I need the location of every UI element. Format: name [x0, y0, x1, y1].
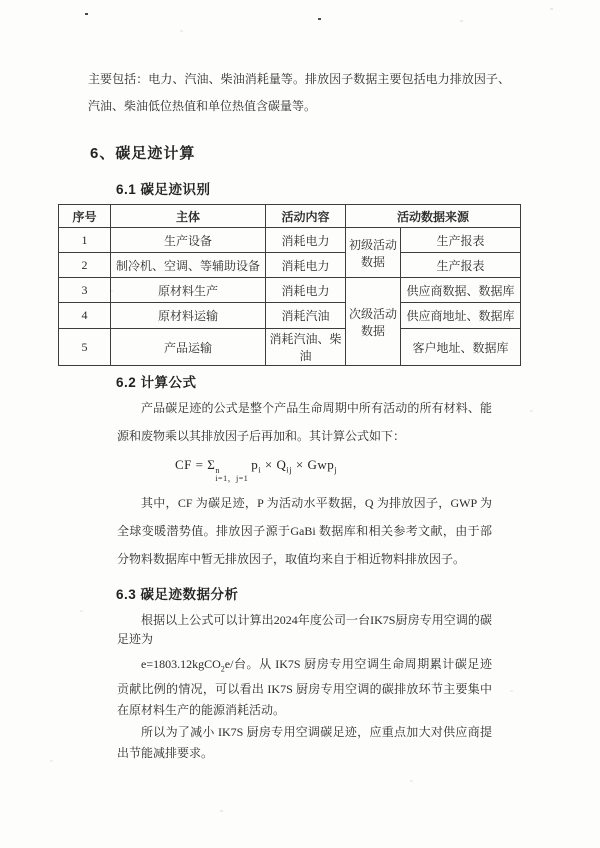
cell-no: 2 [59, 253, 111, 278]
table-header-row [59, 205, 521, 228]
intro-paragraph: 主要包括：电力、汽油、柴油消耗量等。排放因子数据主要包括电力排放因子、汽油、柴油低位热值和单位热值含碳量等。 [88, 72, 510, 113]
sigma-limits [215, 467, 248, 483]
header-subject: 主体 [111, 205, 266, 228]
sigma-lower-limit: i=1，j=1 [215, 474, 249, 483]
analysis-paragraph-3: 所以为了减小 IK7S 厨房专用空调碳足迹，应重点加大对供应商提出节能减排要求。 [117, 725, 492, 761]
cell-source: 生产报表 [401, 228, 521, 253]
analysis-paragraph-1: 根据以上公式可以计算出2024年度公司一台IK7S厨房专用空调的碳足迹为 [117, 613, 492, 646]
cell-source: 供应商地址、数据库 [401, 303, 521, 329]
cell-subject: 制冷机、空调、等辅助设备 [111, 253, 266, 278]
cell-activity: 消耗汽油 [266, 303, 346, 329]
cell-activity: 消耗电力 [266, 253, 346, 278]
cell-activity: 消耗汽油、柴油 [266, 329, 346, 366]
formula-p-term: p [251, 457, 259, 472]
cell-no: 5 [59, 329, 111, 366]
cell-no: 4 [59, 303, 111, 329]
cell-subject: 产品运输 [111, 329, 266, 366]
table-row [59, 329, 521, 366]
cell-subject: 生产设备 [111, 228, 266, 253]
co2-subscript: 2 [220, 664, 225, 674]
formula-intro-paragraph: 产品碳足迹的公式是整个产品生命周期中所有活动的所有材料、能源和废物乘以其排放因子后再加和。其计算公式如下： [117, 401, 492, 443]
section-6-heading: 6、碳足迹计算 [90, 145, 196, 162]
section-6-1-heading: 6.1 碳足迹识别 [116, 182, 211, 197]
header-no: 序号 [59, 205, 111, 228]
table-row [59, 253, 521, 278]
cell-group-primary: 初级活动数据 [346, 228, 401, 278]
cell-source: 客户地址、数据库 [401, 329, 521, 366]
header-activity: 活动内容 [266, 205, 346, 228]
table-row [59, 228, 521, 253]
sigma-symbol: Σ [207, 457, 216, 472]
table-row [59, 278, 521, 303]
cell-no: 1 [59, 228, 111, 253]
emission-value-suffix: e/台。从 IK7S 厨房专用空调生命周期累计碳足迹贡献比例的情况，可以看出 IK7S 厨房专用空调的碳排放环节主要集中在原材料生产的能源消耗活动。 [117, 657, 492, 718]
cell-source: 供应商数据、数据库 [401, 278, 521, 303]
cell-group-secondary: 次级活动数据 [346, 278, 401, 366]
section-6-2-heading: 6.2 计算公式 [116, 375, 197, 390]
cell-activity: 消耗电力 [266, 278, 346, 303]
formula-explanation-paragraph: 其中，CF 为碳足迹，P 为活动水平数据，Q 为排放因子，GWP 为全球变暖潜势值。排放因子源于GaBi 数据库和相关参考文献，由于部分物料数据库中暂无排放因子，取值均来自于相近物料排放因子。 [117, 496, 492, 566]
formula-p-subscript: i [258, 464, 262, 475]
carbon-footprint-identification-table [58, 204, 521, 366]
formula-gwp-term: Gwp [307, 457, 335, 472]
table-row [59, 303, 521, 329]
formula-lhs: CF [175, 457, 192, 472]
formula-equals: = [191, 457, 208, 472]
formula-times: × [292, 457, 308, 472]
analysis-paragraph-2 [117, 654, 492, 721]
formula-q-subscript: ij [286, 464, 293, 475]
formula-q-term: Q [276, 457, 287, 472]
emission-value-prefix: e=1803.12kgCO [141, 657, 221, 671]
cell-activity: 消耗电力 [266, 228, 346, 253]
carbon-footprint-formula [175, 454, 550, 483]
cell-subject: 原材料生产 [111, 278, 266, 303]
section-6-3-heading: 6.3 碳足迹数据分析 [116, 587, 239, 602]
formula-times: × [261, 457, 277, 472]
sigma-upper-limit: n [215, 466, 220, 475]
cell-no: 3 [59, 278, 111, 303]
header-data-source: 活动数据来源 [346, 205, 521, 228]
cell-subject: 原材料运输 [111, 303, 266, 329]
cell-source: 生产报表 [401, 253, 521, 278]
formula-gwp-subscript: j [334, 464, 338, 475]
